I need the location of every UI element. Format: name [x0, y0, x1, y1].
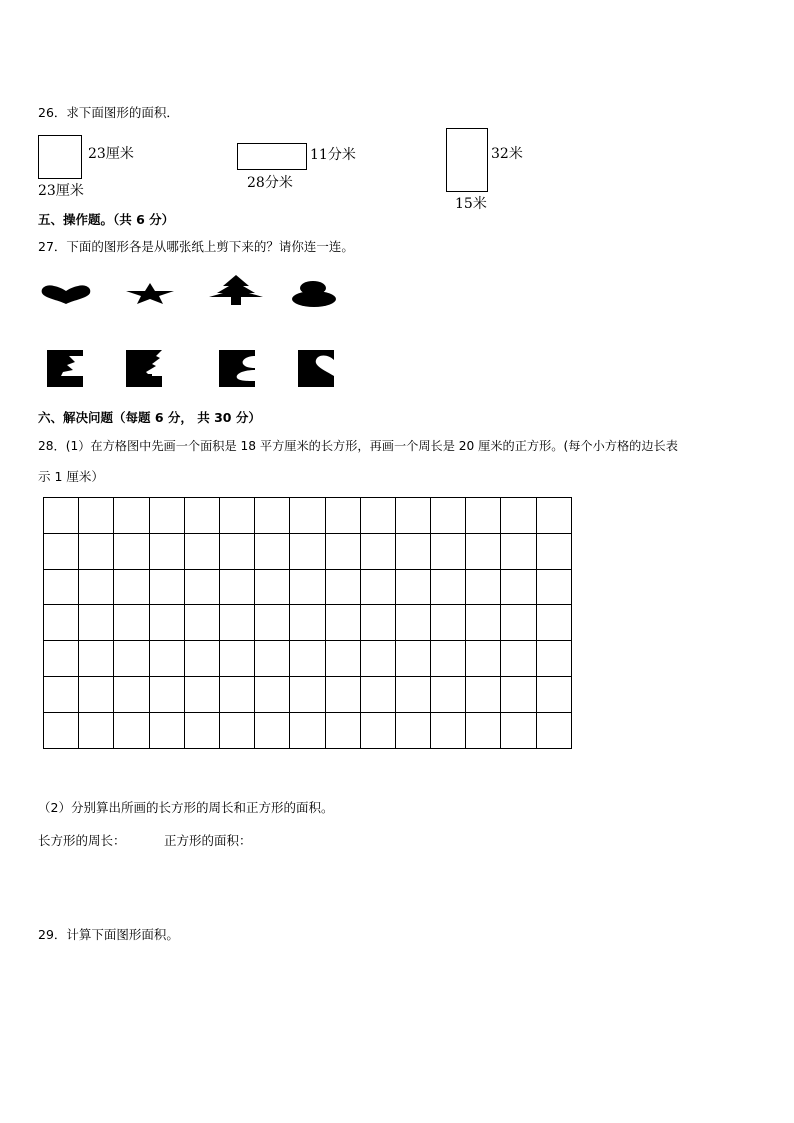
grid-cell[interactable]: [219, 533, 254, 569]
grid-row: [44, 641, 572, 677]
section6-title: 六、解决问题（每题 6 分， 共 30 分）: [38, 410, 261, 425]
wide-rectangle-side-label: 11分米: [310, 147, 356, 163]
grid-cell[interactable]: [395, 533, 430, 569]
grid-cell[interactable]: [501, 641, 536, 677]
grid-cell[interactable]: [255, 533, 290, 569]
grid-cell[interactable]: [501, 498, 536, 534]
grid-cell[interactable]: [360, 498, 395, 534]
grid-cell[interactable]: [149, 605, 184, 641]
grid-cell[interactable]: [536, 712, 571, 748]
q27-title: 27．下面的图形各是从哪张纸上剪下来的？请你连一连。: [38, 239, 354, 254]
grid-cell[interactable]: [536, 641, 571, 677]
grid-cell[interactable]: [466, 676, 501, 712]
grid-cell[interactable]: [184, 605, 219, 641]
grid-cell[interactable]: [360, 533, 395, 569]
grid-cell[interactable]: [466, 641, 501, 677]
grid-cell[interactable]: [79, 533, 114, 569]
grid-cell[interactable]: [255, 641, 290, 677]
grid-cell[interactable]: [360, 676, 395, 712]
grid-cell[interactable]: [114, 569, 149, 605]
grid-cell[interactable]: [360, 569, 395, 605]
grid-cell[interactable]: [360, 712, 395, 748]
grid-cell[interactable]: [290, 533, 325, 569]
grid-cell[interactable]: [431, 712, 466, 748]
grid-cell[interactable]: [360, 641, 395, 677]
grid-cell[interactable]: [255, 712, 290, 748]
q29-title: 29．计算下面图形面积。: [38, 927, 179, 942]
cut-paper-tree-icon: [126, 350, 162, 387]
grid-cell[interactable]: [255, 569, 290, 605]
grid-cell[interactable]: [219, 569, 254, 605]
grid-cell[interactable]: [184, 641, 219, 677]
grid-cell[interactable]: [79, 712, 114, 748]
grid-cell[interactable]: [184, 712, 219, 748]
wide-rectangle-figure: [237, 143, 307, 170]
cut-paper-heart-icon: [298, 350, 334, 387]
grid-cell[interactable]: [395, 498, 430, 534]
grid-cell[interactable]: [219, 676, 254, 712]
grid-cell[interactable]: [466, 533, 501, 569]
square-figure: [38, 135, 82, 179]
grid-cell[interactable]: [536, 569, 571, 605]
grid-cell[interactable]: [466, 498, 501, 534]
rect-perimeter-label: 长方形的周长：: [38, 833, 126, 848]
grid-cell[interactable]: [255, 498, 290, 534]
grid-cell[interactable]: [149, 641, 184, 677]
grid-cell[interactable]: [184, 533, 219, 569]
tree-icon: [209, 275, 263, 305]
grid-cell[interactable]: [431, 676, 466, 712]
grid-cell[interactable]: [325, 605, 360, 641]
grid-cell[interactable]: [395, 712, 430, 748]
grid-cell[interactable]: [79, 641, 114, 677]
grid-cell[interactable]: [79, 676, 114, 712]
grid-row: [44, 605, 572, 641]
grid-cell[interactable]: [501, 676, 536, 712]
grid-cell[interactable]: [79, 605, 114, 641]
grid-cell[interactable]: [501, 605, 536, 641]
grid-cell[interactable]: [114, 641, 149, 677]
grid-cell[interactable]: [149, 569, 184, 605]
grid-cell[interactable]: [290, 676, 325, 712]
tall-rectangle-side-label: 32米: [491, 146, 523, 162]
grid-cell[interactable]: [255, 676, 290, 712]
grid-cell[interactable]: [395, 641, 430, 677]
grid-cell[interactable]: [395, 605, 430, 641]
grid-cell[interactable]: [219, 641, 254, 677]
grid-row: [44, 498, 572, 534]
grid-cell[interactable]: [114, 498, 149, 534]
grid-cell[interactable]: [184, 569, 219, 605]
square-grid[interactable]: [43, 497, 572, 749]
grid-cell[interactable]: [79, 498, 114, 534]
grid-cell[interactable]: [395, 676, 430, 712]
grid-cell[interactable]: [325, 641, 360, 677]
grid-cell[interactable]: [114, 676, 149, 712]
grid-cell[interactable]: [431, 569, 466, 605]
grid-cell[interactable]: [255, 605, 290, 641]
grid-cell[interactable]: [501, 533, 536, 569]
grid-cell[interactable]: [501, 712, 536, 748]
grid-cell[interactable]: [79, 569, 114, 605]
grid-cell[interactable]: [149, 498, 184, 534]
grid-cell[interactable]: [325, 712, 360, 748]
grid-cell[interactable]: [219, 712, 254, 748]
grid-cell[interactable]: [44, 676, 79, 712]
grid-cell[interactable]: [44, 605, 79, 641]
grid-cell[interactable]: [325, 569, 360, 605]
grid-cell[interactable]: [536, 676, 571, 712]
star-icon: [125, 283, 175, 305]
q26-title: 26．求下面图形的面积．: [38, 105, 179, 120]
grid-row: [44, 533, 572, 569]
grid-cell[interactable]: [44, 712, 79, 748]
grid-cell[interactable]: [184, 498, 219, 534]
heart-icon: [40, 283, 92, 305]
section5-title: 五、操作题。（共 6 分）: [38, 212, 175, 227]
grid-cell[interactable]: [184, 676, 219, 712]
grid-cell[interactable]: [325, 498, 360, 534]
grid-cell[interactable]: [290, 641, 325, 677]
grid-cell[interactable]: [149, 676, 184, 712]
cut-paper-zigzag-icon: [47, 350, 83, 387]
square-side-label: 23厘米: [88, 146, 134, 162]
grid-cell[interactable]: [44, 498, 79, 534]
grid-cell[interactable]: [431, 605, 466, 641]
grid-cell[interactable]: [114, 712, 149, 748]
grid-cell[interactable]: [501, 569, 536, 605]
grid-cell[interactable]: [114, 533, 149, 569]
square-area-label: 正方形的面积：: [164, 833, 252, 848]
grid-cell[interactable]: [290, 712, 325, 748]
grid-cell[interactable]: [325, 533, 360, 569]
grid-cell[interactable]: [466, 712, 501, 748]
tall-rectangle-bottom-label: 15米: [455, 196, 487, 212]
grid-row: [44, 569, 572, 605]
grid-row: [44, 676, 572, 712]
grid-cell[interactable]: [466, 605, 501, 641]
cut-paper-snowman-icon: [219, 350, 255, 387]
grid-cell[interactable]: [149, 533, 184, 569]
grid-cell[interactable]: [536, 533, 571, 569]
q28-part1-line2: 示 1 厘米）: [38, 469, 104, 484]
grid-cell[interactable]: [290, 605, 325, 641]
grid-cell[interactable]: [44, 533, 79, 569]
square-bottom-label: 23厘米: [38, 183, 84, 199]
grid-cell[interactable]: [219, 605, 254, 641]
grid-cell[interactable]: [44, 569, 79, 605]
q28-part2: （2）分别算出所画的长方形的周长和正方形的面积。: [38, 800, 334, 815]
grid-cell[interactable]: [325, 676, 360, 712]
tall-rectangle-figure: [446, 128, 488, 192]
grid-cell[interactable]: [431, 641, 466, 677]
grid-cell[interactable]: [395, 569, 430, 605]
grid-cell[interactable]: [536, 605, 571, 641]
grid-cell[interactable]: [290, 569, 325, 605]
grid-cell[interactable]: [290, 498, 325, 534]
grid-cell[interactable]: [114, 605, 149, 641]
grid-cell[interactable]: [431, 498, 466, 534]
snowman-icon: [291, 281, 337, 307]
grid-cell[interactable]: [44, 641, 79, 677]
grid-cell[interactable]: [466, 569, 501, 605]
q28-part1-line1: 28．(1）在方格图中先画一个面积是 18 平方厘米的长方形，再画一个周长是 20 厘米的正方形。(每个小方格的边长表: [38, 439, 678, 453]
grid-cell[interactable]: [431, 533, 466, 569]
grid-cell[interactable]: [360, 605, 395, 641]
grid-cell[interactable]: [219, 498, 254, 534]
grid-row: [44, 712, 572, 748]
wide-rectangle-bottom-label: 28分米: [247, 175, 293, 191]
grid-cell[interactable]: [536, 498, 571, 534]
grid-cell[interactable]: [149, 712, 184, 748]
